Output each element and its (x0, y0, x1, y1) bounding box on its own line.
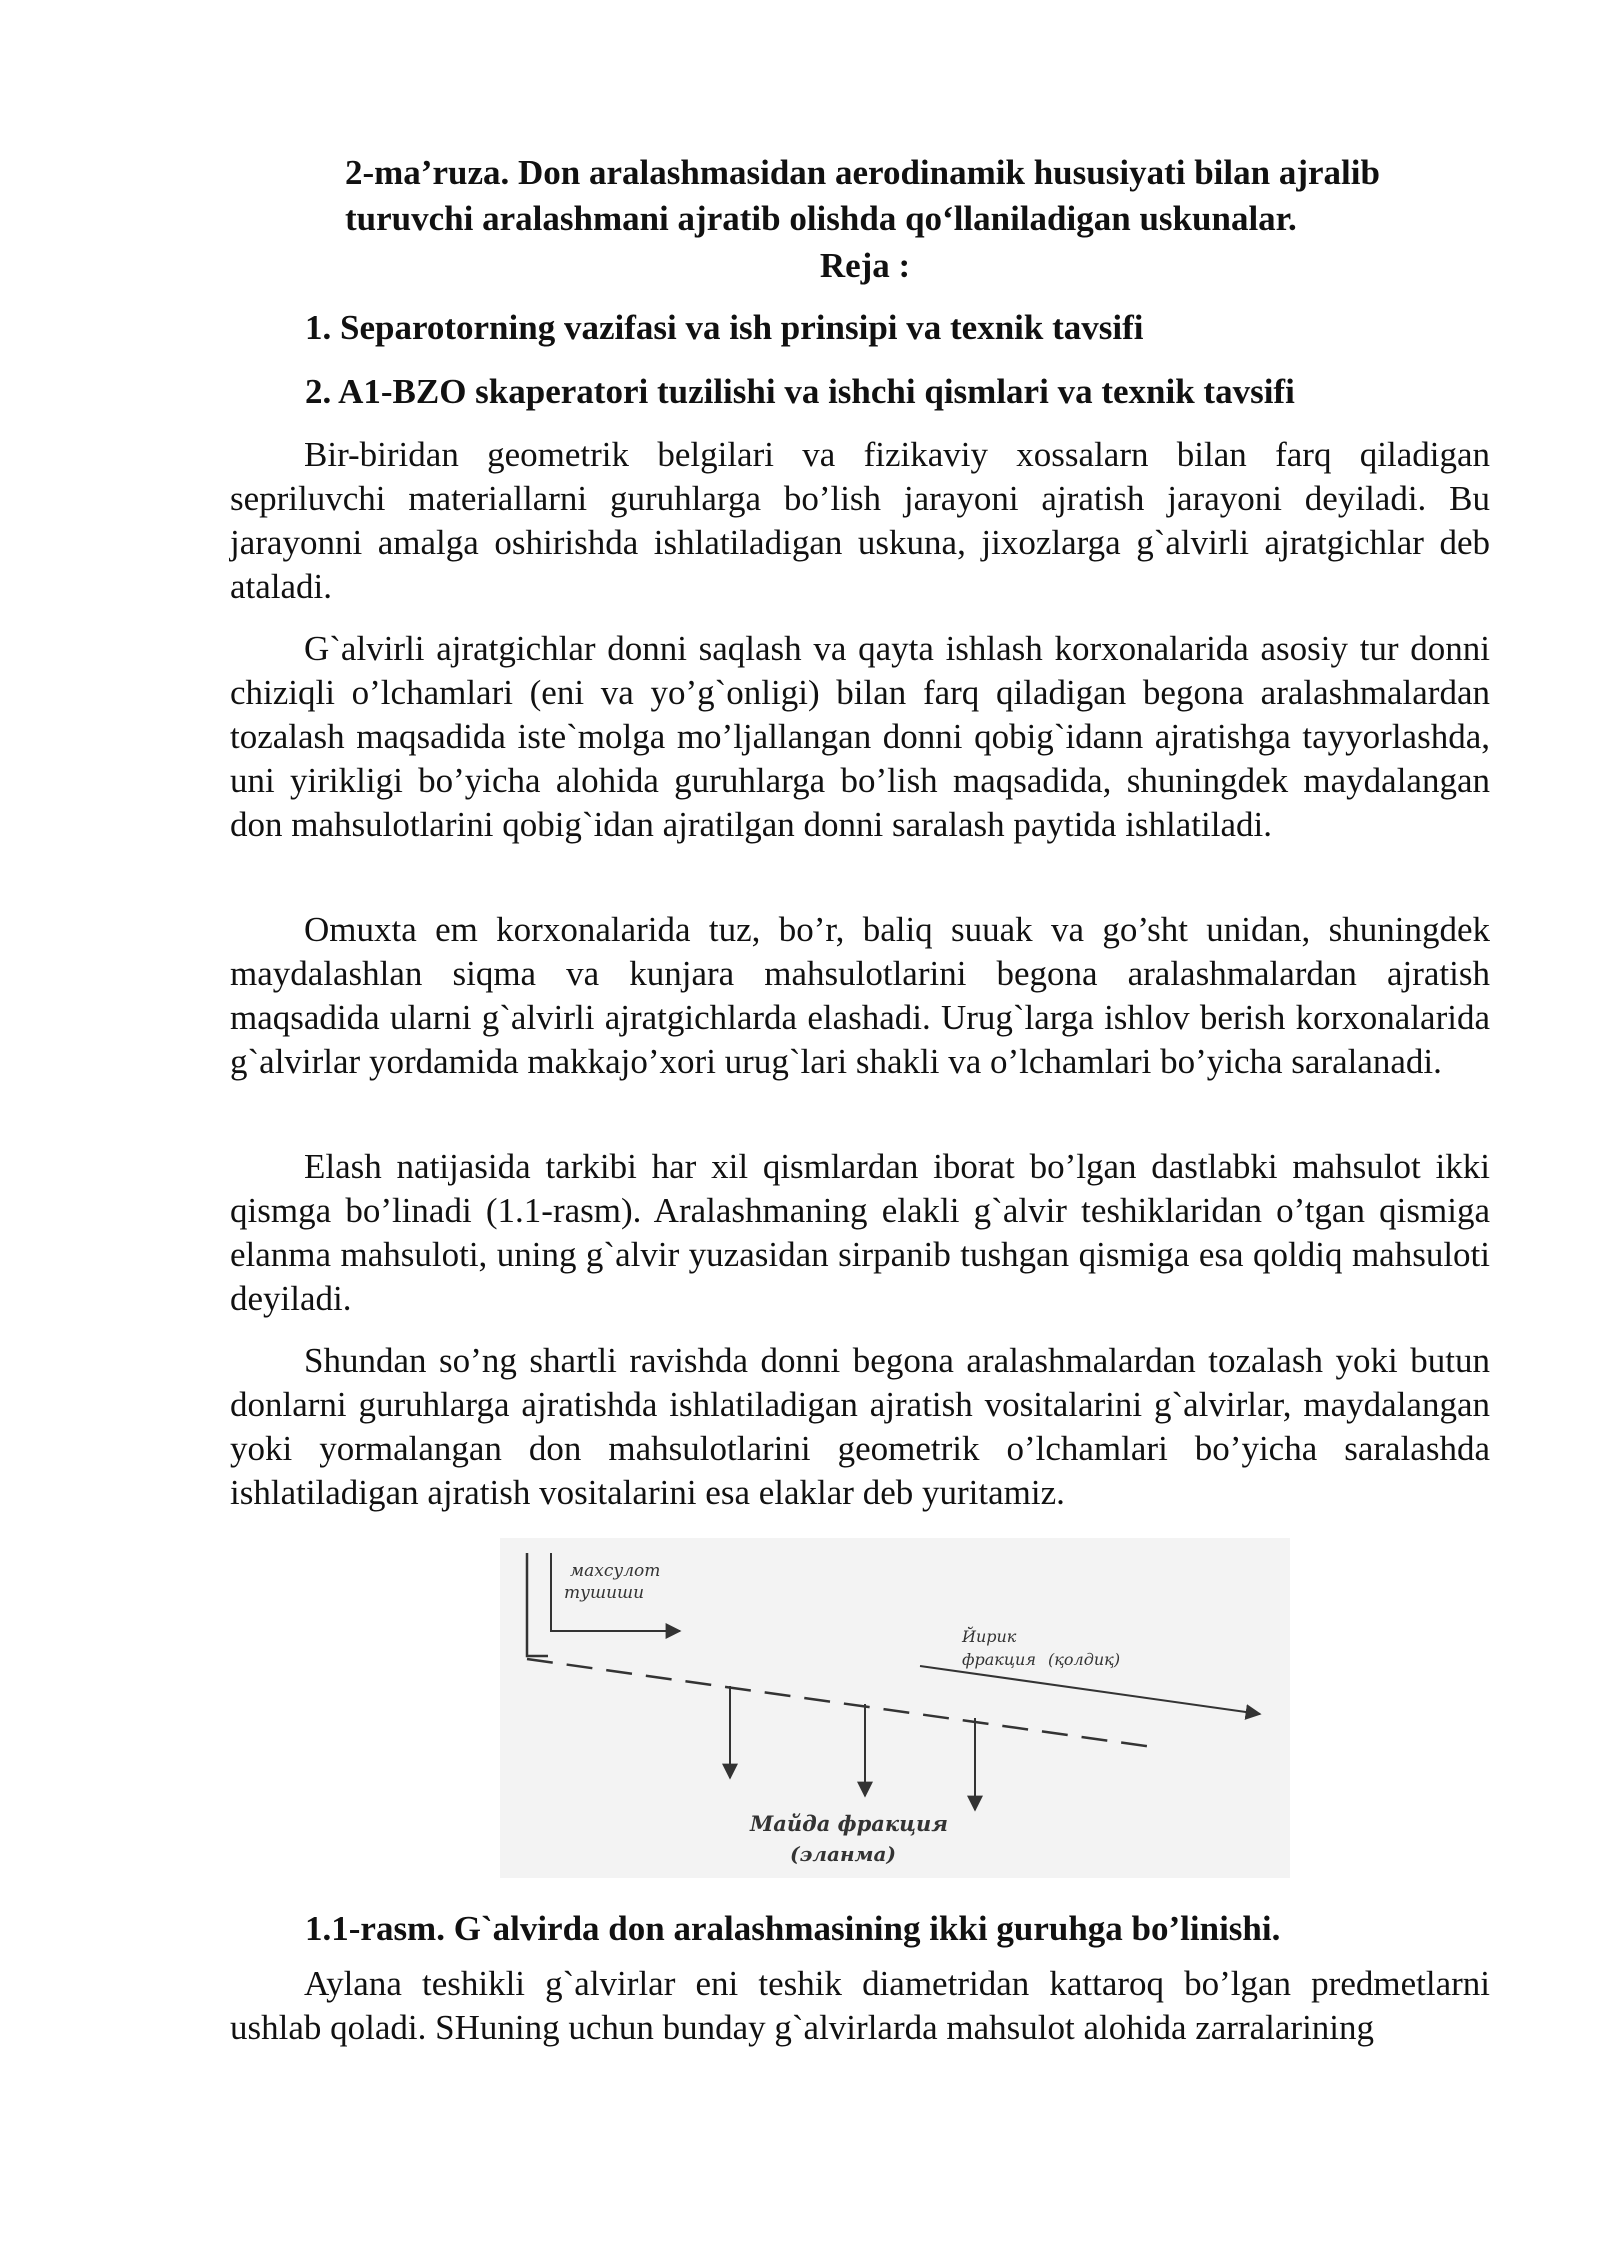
paragraph-6: Aylana teshikli g`alvirlar eni teshik diametridan kattaroq bo’lgan predmetlarni ushlab qoladi. SHuning uchun bunday g`alvirlarda mahsulot alohida zarralarining (230, 1964, 1490, 2047)
coarse-fraction-arrow (920, 1666, 1260, 1714)
plan-item-2: 2. A1-BZO skaperatori tuzilishi va ishchi qismlari va texnik tavsifi (305, 372, 1295, 411)
figure-caption: 1.1-rasm. G`alvirda don aralashmasining ikki guruhga bo’linishi. (305, 1909, 1281, 1948)
title-line-2: turuvchi aralashmani ajratib olishda qo‘llaniladigan uskunalar. (345, 199, 1297, 238)
paragraph-1: Bir-biridan geometrik belgilari va fizikaviy xossalarn bilan farq qiladigan sepriluvchi materiallarni guruhlarga bo’lish jarayoni ajratish jarayoni deyiladi. Bu jarayonni amalga oshirishda ishlatiladigan uskuna, jixozlarga g`alvirli ajratgichlar deb ataladi. (230, 435, 1490, 606)
sieve-diagram-svg (500, 1538, 1290, 1878)
paragraph-3: Omuxta em korxonalarida tuz, bo’r, baliq suuak va go’sht unidan, shuningdek maydalashlan siqma va kunjara mahsulotlarini begona aralashmalardan ajratish maqsadida ularni g`alvirli ajratgichlarda elashadi. Urug`larga ishlov berish korxonalarida g`alvirlar yordamida makkajo’xori urug`lari shakli va o’lchamlari bo’yicha saralanadi. (230, 910, 1490, 1081)
label-input-2: тушиши (564, 1583, 645, 1603)
label-coarse-2: фракция (962, 1650, 1036, 1669)
sieve-surface (527, 1659, 1160, 1748)
lecture-title (345, 150, 1505, 242)
label-fine-2: (эланма) (790, 1842, 896, 1866)
label-coarse-3: (қолдиқ) (1048, 1650, 1121, 1669)
title-line-1: 2-ma’ruza. Don aralashmasidan aerodinamik hususiyati bilan ajralib (345, 153, 1380, 192)
label-fine-1: Майда фракция (750, 1811, 948, 1836)
label-coarse-1: Йирик (962, 1627, 1017, 1646)
label-input-1: махсулот (570, 1561, 661, 1581)
paragraph-4: Elash natijasida tarkibi har xil qismlardan iborat bo’lgan dastlabki mahsulot ikki qismga bo’linadi (1.1-rasm). Aralashmaning elakli g`alvir teshiklaridan o’tgan qismiga elanma mahsuloti, uning g`alvir yuzasidan sirpanib tushgan qismiga esa qoldiq mahsuloti deyiladi. (230, 1147, 1490, 1318)
paragraph-5: Shundan so’ng shartli ravishda donni begona aralashmalardan tozalash yoki butun donlarni guruhlarga ajratishda ishlatiladigan ajratish vositalarini g`alvirlar, maydalangan yoki yormalangan don mahsulotlarini geometrik o’lchamlari bo’yicha saralashda ishlatiladigan ajratish vositalarini esa elaklar deb yuritamiz. (230, 1341, 1490, 1512)
plan-item-1: 1. Separotorning vazifasi va ish prinsipi va texnik tavsifi (305, 308, 1144, 347)
plan-heading: Reja : (819, 246, 911, 285)
feed-inlet-line (527, 1553, 548, 1656)
paragraph-2: G`alvirli ajratgichlar donni saqlash va qayta ishlash korxonalarida asosiy tur donni chiziqli o’lchamlari (eni va yo’g`onligi) bilan farq qiladigan begona aralashmalardan tozalash maqsadida iste`molga mo’ljallangan donni qobig`idann ajratishga tayyorlashda, uni yirikligi bo’yicha alohida guruhlarga bo’lish maqsadida, shuningdek maydalangan don mahsulotlarini qobig`idan ajratilgan donni saralash paytida ishlatiladi. (230, 629, 1490, 844)
sieve-diagram (500, 1538, 1290, 1878)
